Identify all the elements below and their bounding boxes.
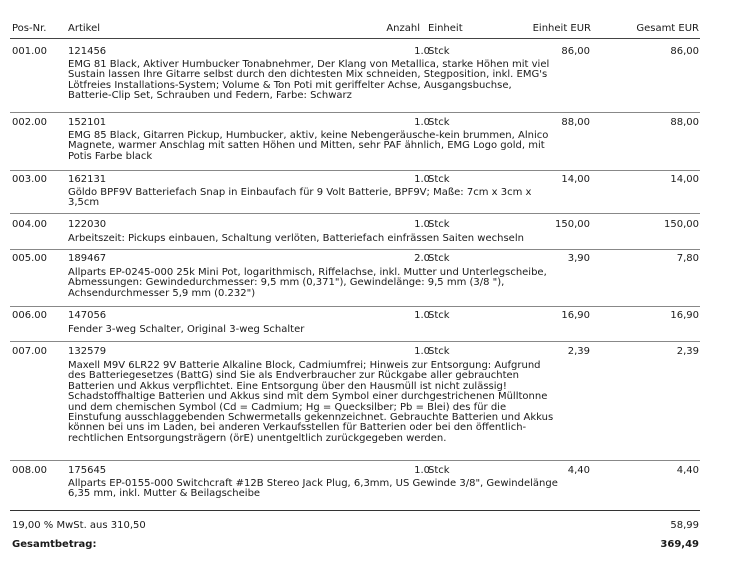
grand-total-value: 369,49 xyxy=(660,539,699,550)
item-article-number: 132579 xyxy=(68,346,107,357)
item-total: 16,90 xyxy=(670,310,699,321)
item-quantity: 1.0 xyxy=(414,346,430,357)
line-item xyxy=(10,45,700,102)
item-divider xyxy=(10,460,700,461)
header-quantity: Anzahl xyxy=(386,23,420,34)
item-description: Fender 3-weg Schalter, Original 3-weg Schalter xyxy=(68,324,305,335)
item-description: Allparts EP-0245-000 25k Mini Pot, logarithmisch, Riffelachse, inkl. Mutter und Unterlegscheibe, Abmessungen: Gewindedurchmesser: 9,5 mm (0,371"), Gewindelänge: 9,5 mm (3/8 "), Achsendurchmesser 5,9 mm (0.232") xyxy=(68,267,547,299)
item-unit: Stck xyxy=(428,253,450,264)
item-pos: 005.00 xyxy=(12,253,47,264)
item-article-number: 147056 xyxy=(68,310,107,321)
grand-total-line xyxy=(10,538,700,552)
item-unit-price: 2,39 xyxy=(567,346,590,357)
grand-total-label: Gesamtbetrag: xyxy=(12,539,97,550)
header-divider xyxy=(10,38,700,39)
item-unit-price: 86,00 xyxy=(561,46,590,57)
item-total: 2,39 xyxy=(676,346,699,357)
item-description: Arbeitszeit: Pickups einbauen, Schaltung verlöten, Batteriefach einfrässen Saiten wechseln xyxy=(68,233,524,244)
item-unit-price: 16,90 xyxy=(561,310,590,321)
header-article: Artikel xyxy=(68,23,101,34)
line-item xyxy=(10,345,700,444)
line-item xyxy=(10,309,700,335)
item-unit: Stck xyxy=(428,117,450,128)
item-quantity: 1.0 xyxy=(414,174,430,185)
line-item xyxy=(10,252,700,299)
item-article-number: 162131 xyxy=(68,174,107,185)
item-divider xyxy=(10,112,700,113)
item-total: 150,00 xyxy=(664,219,699,230)
item-description: Göldo BPF9V Batteriefach Snap in Einbaufach für 9 Volt Batterie, BPF9V; Maße: 7cm x 3cm x 3,5cm xyxy=(68,187,532,209)
item-unit: Stck xyxy=(428,465,450,476)
item-divider xyxy=(10,213,700,214)
item-total: 88,00 xyxy=(670,117,699,128)
item-unit: Stck xyxy=(428,174,450,185)
item-total: 4,40 xyxy=(676,465,699,476)
item-divider xyxy=(10,306,700,307)
item-divider xyxy=(10,249,700,250)
item-article-number: 121456 xyxy=(68,46,107,57)
item-description: Maxell M9V 6LR22 9V Batterie Alkaline Block, Cadmiumfrei; Hinweis zur Entsorgung: Aufgrund des Batteriegesetzes (BattG) sind Sie als Endverbraucher zur Rückgabe aller gebrauchten Batterien und Akkus verpflichtet. Eine Entsorgung über den Hausmüll ist nicht zulässig! Schadstoffhaltige Batterien und Akkus sind mit dem Symbol einer durchgestrichenen Mülltonne und dem chemischen Symbol (Cd = Cadmium; Hg = Quecksilber; Pb = Blei) des für die Einstufung ausschlaggebenden Schwermetalls gekennzeichnet. Gebrauchte Batterien und Akkus können bei uns im Laden, bei anderen Verkaufsstellen für Batterien oder bei den öffentlich- rechtlichen Entsorgungsträgern (örE) unentgeltlich zurückgegeben werden. xyxy=(68,360,554,444)
item-unit-price: 4,40 xyxy=(567,465,590,476)
item-unit: Stck xyxy=(428,46,450,57)
item-total: 14,00 xyxy=(670,174,699,185)
item-article-number: 152101 xyxy=(68,117,107,128)
item-article-number: 122030 xyxy=(68,219,107,230)
header-unit-price: Einheit EUR xyxy=(532,23,591,34)
item-pos: 007.00 xyxy=(12,346,47,357)
item-quantity: 2.0 xyxy=(414,253,430,264)
line-item xyxy=(10,218,700,244)
item-unit-price: 14,00 xyxy=(561,174,590,185)
tax-line xyxy=(10,519,700,533)
item-quantity: 1.0 xyxy=(414,117,430,128)
item-divider xyxy=(10,170,700,171)
line-item xyxy=(10,464,700,500)
item-description: EMG 85 Black, Gitarren Pickup, Humbucker, aktiv, keine Nebengeräusche-kein brummen, Alnico Magnete, warmer Anschlag mit satten Höhen und Mitten, sehr PAF ähnlich, EMG Logo gold, mit Potis Farbe black xyxy=(68,130,549,162)
item-quantity: 1.0 xyxy=(414,46,430,57)
tax-value: 58,99 xyxy=(670,520,699,531)
item-unit-price: 150,00 xyxy=(555,219,590,230)
item-pos: 006.00 xyxy=(12,310,47,321)
item-unit: Stck xyxy=(428,310,450,321)
header-pos: Pos-Nr. xyxy=(12,23,47,34)
item-pos: 008.00 xyxy=(12,465,47,476)
item-total: 86,00 xyxy=(670,46,699,57)
item-unit: Stck xyxy=(428,219,450,230)
item-unit-price: 3,90 xyxy=(567,253,590,264)
item-pos: 004.00 xyxy=(12,219,47,230)
item-pos: 001.00 xyxy=(12,46,47,57)
item-quantity: 1.0 xyxy=(414,219,430,230)
item-unit: Stck xyxy=(428,346,450,357)
item-divider xyxy=(10,341,700,342)
summary-divider xyxy=(10,510,700,511)
item-unit-price: 88,00 xyxy=(561,117,590,128)
header-total: Gesamt EUR xyxy=(636,23,699,34)
item-pos: 002.00 xyxy=(12,117,47,128)
item-description: EMG 81 Black, Aktiver Humbucker Tonabnehmer, Der Klang von Metallica, starke Höhen mit viel Sustain lassen Ihre Gitarre selbst durch den dichtesten Mix schneiden, Stegposition, inkl. EMG's Lötfreies Installations-System; Volume & Ton Poti mit geriffelter Achse, Ausgangsbuchse, Batterie-Clip Set, Schrauben und Federn, Farbe: Schwarz xyxy=(68,59,550,102)
item-total: 7,80 xyxy=(676,253,699,264)
item-quantity: 1.0 xyxy=(414,465,430,476)
line-item xyxy=(10,173,700,209)
tax-label: 19,00 % MwSt. aus 310,50 xyxy=(12,520,146,531)
line-item xyxy=(10,116,700,162)
item-article-number: 189467 xyxy=(68,253,107,264)
item-description: Allparts EP-0155-000 Switchcraft #12B Stereo Jack Plug, 6,3mm, US Gewinde 3/8", Gewindelänge 6,35 mm, inkl. Mutter & Beilagscheibe xyxy=(68,478,558,500)
item-article-number: 175645 xyxy=(68,465,107,476)
item-quantity: 1.0 xyxy=(414,310,430,321)
item-pos: 003.00 xyxy=(12,174,47,185)
header-unit: Einheit xyxy=(428,23,463,34)
